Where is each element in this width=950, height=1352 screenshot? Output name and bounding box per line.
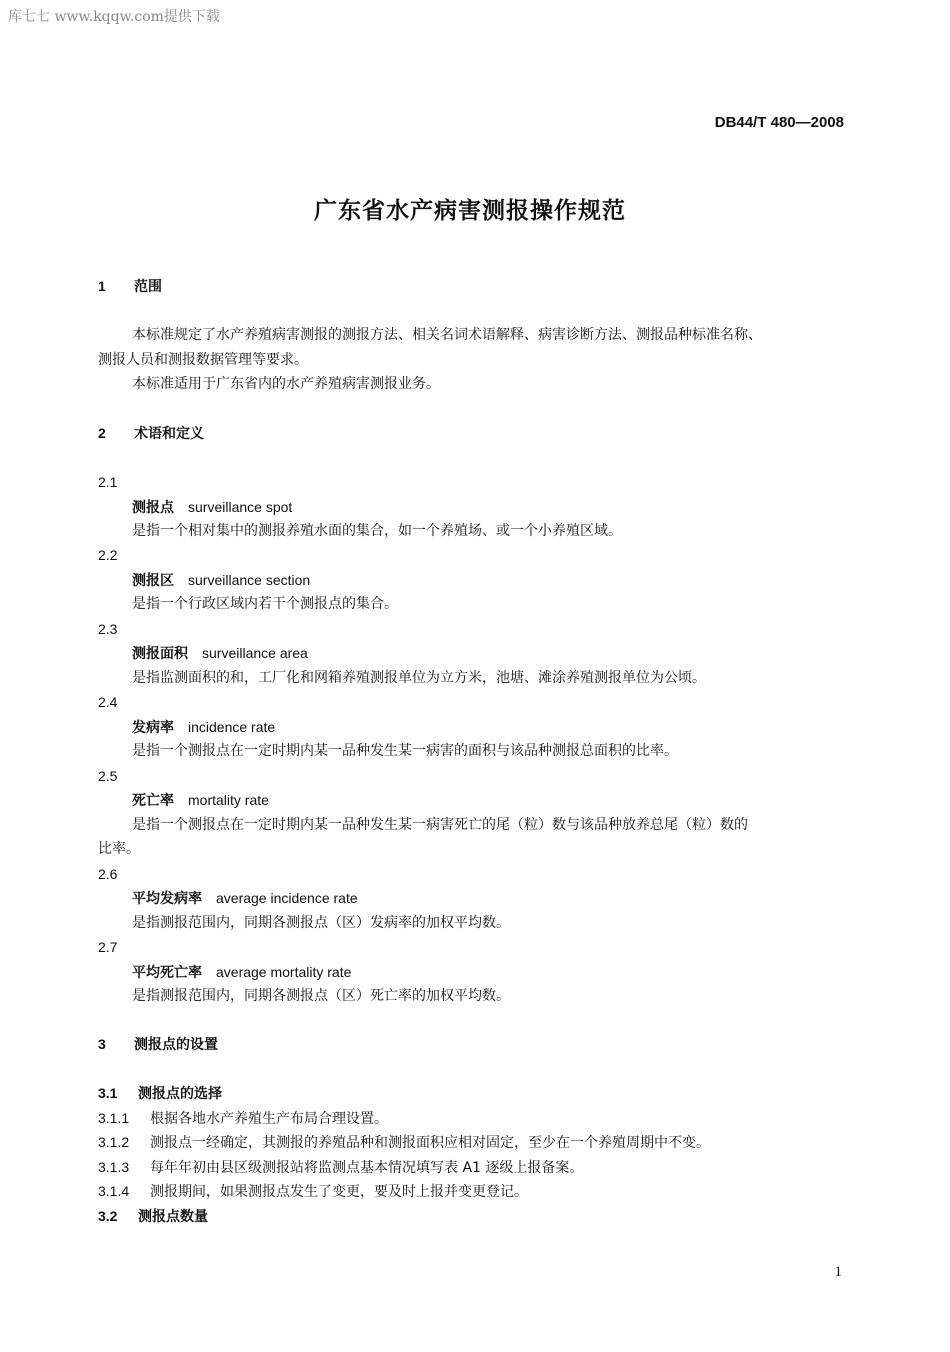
term-definition: 是指测报范围内，同期各测报点（区）死亡率的加权平均数。 [132,988,510,1004]
watermark: 库七七 www.kqqw.com提供下载 [8,9,220,25]
term-definition: 是指测报范围内，同期各测报点（区）发病率的加权平均数。 [132,915,510,931]
term-name: 测报区 surveillance section [132,572,311,589]
section-number: 2 [98,425,106,441]
term-number: 2.6 [98,866,118,882]
page-number: 1 [834,1264,842,1280]
term-number: 2.3 [98,621,118,637]
term-name: 测报面积 surveillance area [132,645,308,662]
term-definition: 是指一个行政区域内若干个测报点的集合。 [132,596,398,612]
term-definition: 是指一个测报点在一定时期内某一品种发生某一病害的面积与该品种测报总面积的比率。 [132,743,678,759]
subsection-3-2-heading: 3.2 测报点数量 [98,1208,208,1225]
document-code: DB44/T 480—2008 [714,114,844,131]
clause: 3.1.3 每年年初由县区级测报站将监测点基本情况填写表 A1 逐级上报备案。 [98,1159,584,1176]
section-number: 3 [98,1036,106,1052]
term-definition-continued: 比率。 [98,841,140,857]
term-name: 平均发病率 average incidence rate [132,890,358,907]
page-title: 广东省水产病害测报操作规范 [314,198,626,224]
term-name: 平均死亡率 average mortality rate [132,964,352,981]
term-number: 2.5 [98,768,118,784]
term-number: 2.7 [98,939,118,955]
paragraph: 本标准适用于广东省内的水产养殖病害测报业务。 [132,376,440,392]
term-number: 2.1 [98,474,118,490]
clause: 3.1.2 测报点一经确定，其测报的养殖品种和测报面积应相对固定，至少在一个养殖周期中不变。 [98,1134,710,1151]
subsection-3-1-heading: 3.1 测报点的选择 [98,1085,222,1102]
term-name: 死亡率 mortality rate [132,792,269,809]
term-name: 测报点 surveillance spot [132,499,293,516]
term-number: 2.4 [98,694,118,710]
term-name: 发病率 incidence rate [132,719,276,736]
section-title: 测报点的设置 [134,1037,218,1053]
section-1-heading [98,276,162,297]
term-definition: 是指监测面积的和，工厂化和网箱养殖测报单位为立方米，池塘、滩涂养殖测报单位为公顷。 [132,670,706,686]
term-number: 2.2 [98,547,118,563]
clause: 3.1.1 根据各地水产养殖生产布局合理设置。 [98,1110,388,1127]
paragraph: 测报人员和测报数据管理等要求。 [98,352,308,368]
term-definition: 是指一个测报点在一定时期内某一品种发生某一病害死亡的尾（粒）数与该品种放养总尾（粒）数的 [132,817,748,833]
section-3-heading [98,1034,218,1055]
section-number: 1 [98,278,106,294]
section-title: 术语和定义 [134,426,204,442]
section-2-heading [98,423,204,444]
term-definition: 是指一个相对集中的测报养殖水面的集合，如一个养殖场、或一个小养殖区域。 [132,523,622,539]
section-title: 范围 [134,279,162,295]
paragraph: 本标准规定了水产养殖病害测报的测报方法、相关名词术语解释、病害诊断方法、测报品种标准名称、 [132,327,762,343]
clause: 3.1.4 测报期间，如果测报点发生了变更，要及时上报并变更登记。 [98,1183,528,1200]
